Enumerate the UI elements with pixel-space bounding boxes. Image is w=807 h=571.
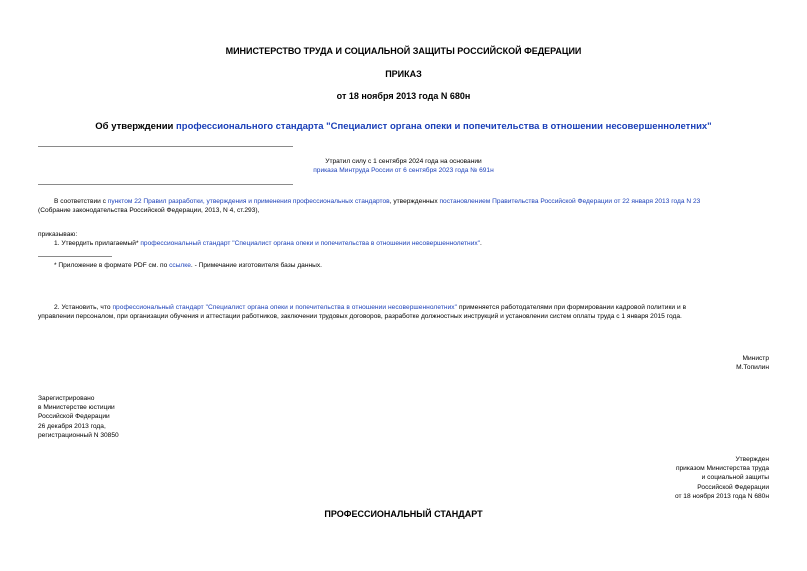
preamble-text: , утвержденных (389, 198, 440, 205)
approval-line: и социальной защиты (701, 474, 769, 482)
footnote-divider (38, 256, 112, 257)
approval-line: Российской Федерации (697, 483, 769, 491)
rules-link[interactable]: пунктом 22 Правил разработки, утверждения и применения профессиональных стандартов (107, 198, 390, 205)
standard-link[interactable]: профессиональный стандарт "Специалист органа опеки и попечительства в отношении несовершеннолетних" (140, 240, 481, 247)
signature-name: М.Топилин (736, 364, 769, 372)
status-note-line: Утратил силу с 1 сентября 2024 года на основании (325, 158, 482, 165)
government-decree-link[interactable]: постановлением Правительства Российской Федерации от 22 января 2013 года N 23 (439, 198, 701, 205)
signature-position: Министр (742, 355, 769, 362)
footnote-text: . - Примечание изготовителя базы данных. (190, 262, 323, 269)
preamble (38, 197, 778, 215)
preamble-text: В соответствии с (54, 198, 108, 205)
divider (38, 146, 293, 147)
registration-line: в Министерстве юстиции (38, 404, 115, 412)
item-1 (54, 239, 482, 248)
preamble-line (38, 197, 778, 206)
status-note (300, 157, 507, 175)
approval-line: от 18 ноября 2013 года N 680н (674, 492, 769, 500)
item-1-text: . (480, 240, 482, 247)
standard-heading: ПРОФЕССИОНАЛЬНЫЙ СТАНДАРТ (324, 509, 483, 519)
title-standard-link[interactable]: профессионального стандарта "Специалист органа опеки и попечительства в отношении несовершеннолетних" (176, 121, 712, 132)
ministry-heading: МИНИСТЕРСТВО ТРУДА И СОЦИАЛЬНОЙ ЗАЩИТЫ РОССИЙСКОЙ ФЕДЕРАЦИИ (225, 46, 582, 56)
doc-type-heading: ПРИКАЗ (385, 69, 422, 79)
repeal-order-link[interactable]: приказа Минтруда России от 6 сентября 2023 года № 691н (313, 167, 494, 175)
registration-line: Российской Федерации (38, 413, 110, 421)
footnote-text: * Приложение в формате PDF см. по (54, 262, 170, 269)
item-2-text: применяется работодателями при формировании кадровой политики и в (457, 304, 687, 311)
registration-line: 26 декабря 2013 года, (38, 422, 106, 430)
registration-block (38, 394, 119, 440)
doc-date-number: от 18 ноября 2013 года N 680н (336, 91, 471, 101)
pdf-link[interactable]: ссылке (169, 262, 191, 269)
approval-line: приказом Министерства труда (675, 465, 769, 473)
orders-word: приказываю: (38, 231, 78, 238)
footnote (54, 261, 322, 270)
approval-block (560, 455, 769, 501)
item-2 (38, 303, 769, 321)
registration-line: регистрационный N 30850 (38, 431, 119, 439)
document-title (0, 121, 807, 132)
title-prefix: Об утверждении (95, 121, 177, 132)
item-2-text: 2. Установить, что (54, 304, 113, 311)
standard-link[interactable]: профессиональный стандарт "Специалист органа опеки и попечительства в отношении несовершеннолетних" (112, 304, 458, 311)
item-1-text: 1. Утвердить прилагаемый* (54, 240, 141, 247)
item-2-line: управлении персоналом, при организации обучения и аттестации работников, заключении трудовых договоров, разработке должностных инструкций и установлении систем оплаты труда с 1 января 2015 года. (38, 313, 682, 321)
divider (38, 184, 293, 185)
preamble-line: (Собрание законодательства Российской Федерации, 2013, N 4, ст.293), (38, 207, 260, 215)
approval-line: Утвержден (735, 456, 769, 463)
signature (600, 354, 769, 372)
item-2-line (38, 303, 769, 312)
registration-line: Зарегистрировано (38, 395, 95, 402)
